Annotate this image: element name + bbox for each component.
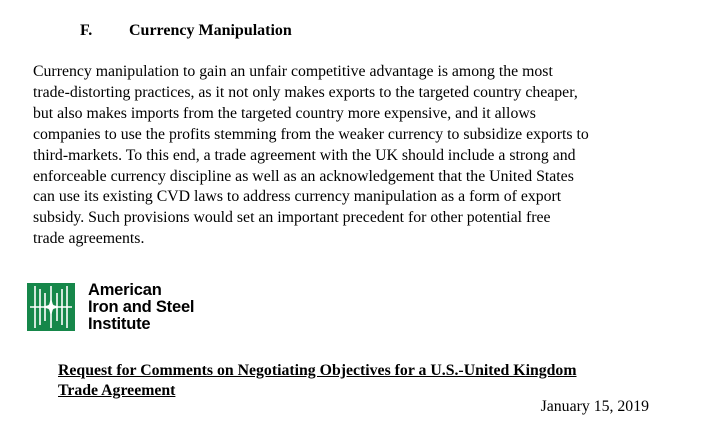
paragraph-line: Currency manipulation to gain an unfair competitive advantage is among the most — [33, 63, 553, 80]
paragraph-line: but also makes imports from the targeted country more expensive, and it allows — [33, 104, 536, 122]
footer-document-title — [58, 361, 577, 401]
footer-title-line: Trade Agreement — [58, 382, 176, 399]
paragraph-line: enforceable currency discipline as well as an acknowledgement that the United States — [33, 167, 574, 185]
paragraph-line: third-markets. To this end, a trade agreement with the UK should include a strong and — [33, 146, 576, 164]
logo-text-line: Institute — [88, 315, 151, 333]
paragraph-line: trade agreements. — [33, 230, 145, 248]
paragraph-line: can use its existing CVD laws to address currency manipulation as a form of export — [33, 188, 562, 206]
footer-date: January 15, 2019 — [540, 398, 649, 415]
aisi-logo-mark-icon — [27, 283, 75, 331]
section-title: Currency Manipulation — [129, 22, 292, 39]
logo-text-line: American — [88, 281, 162, 299]
paragraph-line: companies to use the profits stemming from the weaker currency to subsidize exports to — [33, 125, 589, 143]
footer-title-line: Request for Comments on Negotiating Objectives for a U.S.-United Kingdom — [58, 362, 577, 379]
section-heading — [80, 22, 292, 40]
aisi-logo — [27, 283, 227, 335]
section-letter: F. — [80, 22, 93, 39]
paragraph-line: trade-distorting practices, as it not only makes exports to the targeted country cheaper, — [33, 83, 578, 101]
body-paragraph — [33, 62, 701, 250]
logo-text-line: Iron and Steel — [88, 298, 195, 316]
aisi-logo-text — [88, 282, 194, 333]
paragraph-line: subsidy. Such provisions would set an important precedent for other potential free — [33, 209, 551, 227]
